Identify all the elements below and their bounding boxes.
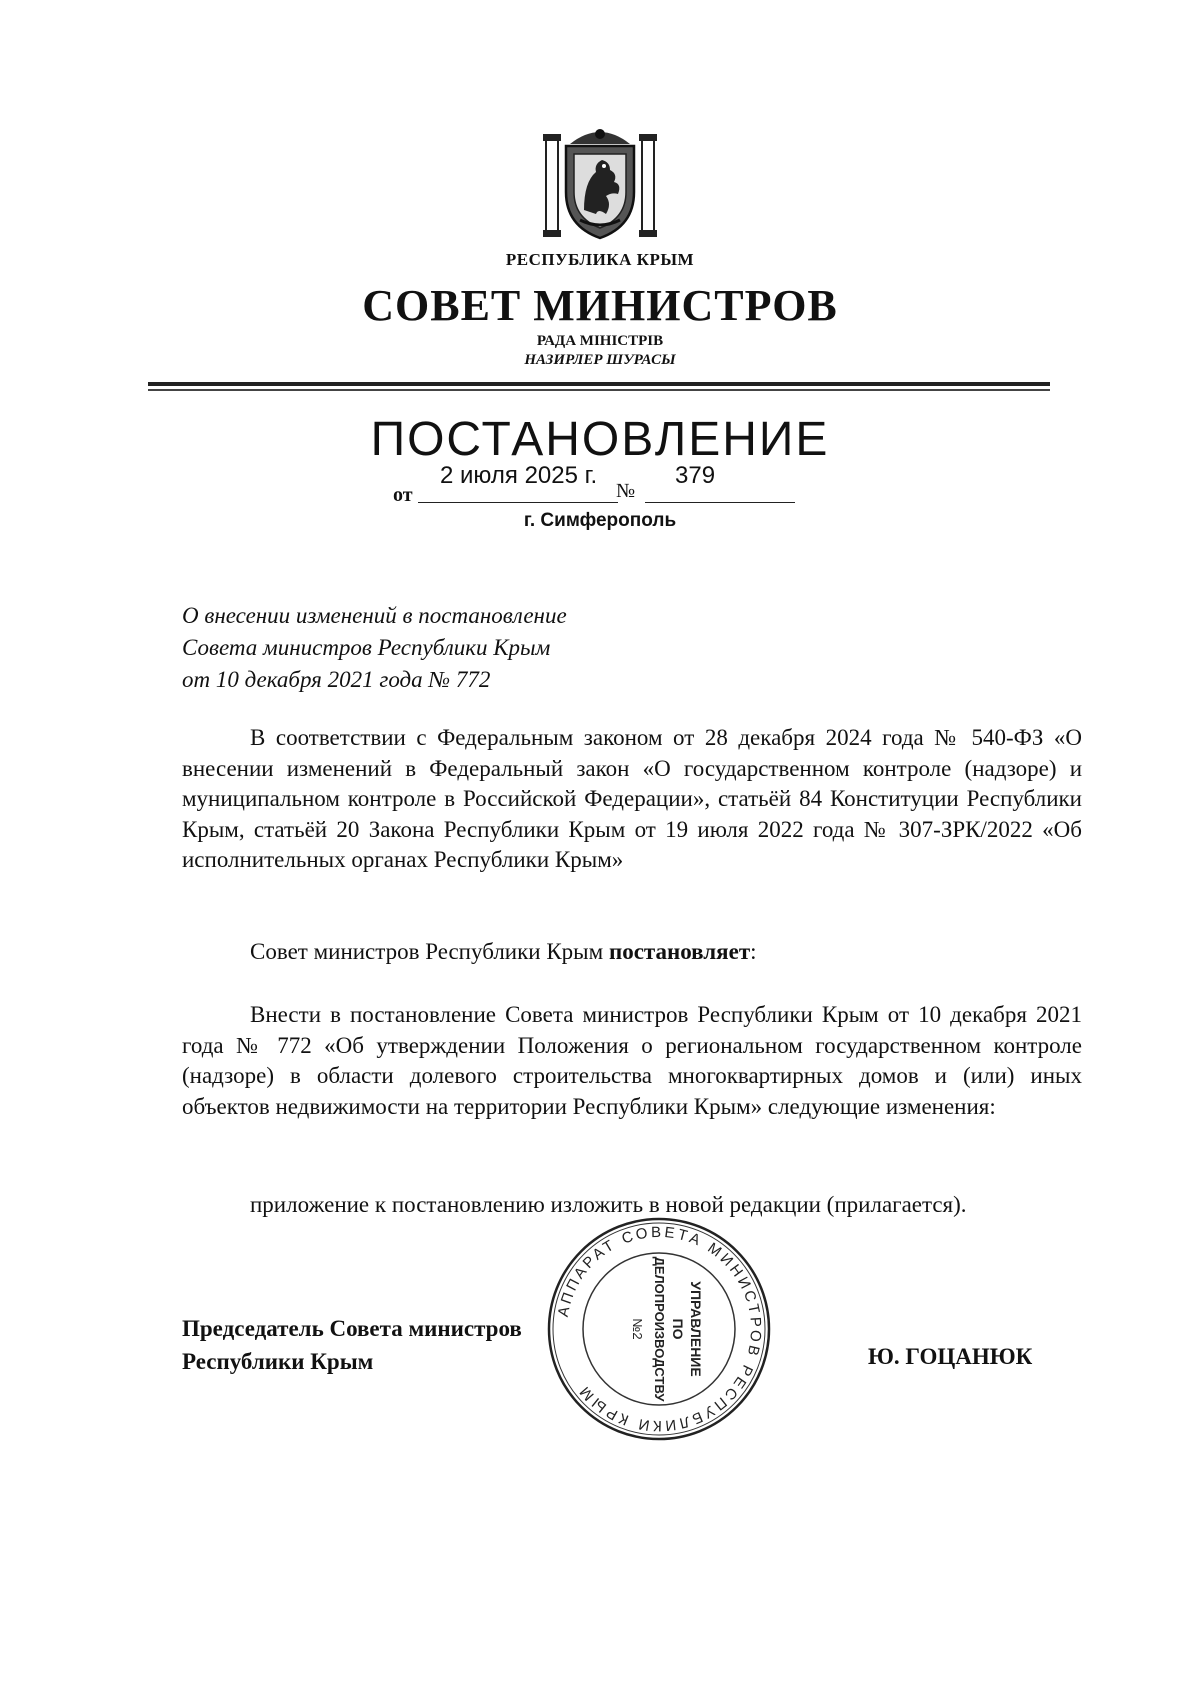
header-divider <box>148 382 1050 386</box>
resolves-text: Совет министров Республики Крым <box>250 939 604 964</box>
document-title: ПОСТАНОВЛЕНИЕ <box>370 413 830 466</box>
subject-line: Совета министров Республики Крым <box>182 635 551 660</box>
stamp-center-line: ДЕЛОПРОИЗВОДСТВУ <box>652 1256 667 1402</box>
document-subject <box>182 600 742 696</box>
body-paragraph-changes: Внести в постановление Совета министров Республики Крым от 10 декабря 2021 года № 772 «Об утверждении Положения о региональном государственном контроле (надзоре) в области долевого строительства многоквартирных домов и (или) иных объектов недвижимости на территории Республики Крым» следующие изменения: <box>182 1002 1082 1119</box>
document-date: 2 июля 2025 г. <box>440 462 598 489</box>
document-city: г. Симферополь <box>523 510 677 531</box>
date-label: от <box>393 484 413 506</box>
council-heading: СОВЕТ МИНИСТРОВ <box>362 281 838 330</box>
stamp-center-line: УПРАВЛЕНИЕ <box>688 1281 704 1377</box>
number-underline <box>645 502 795 503</box>
crimea-coat-of-arms-icon <box>540 122 660 244</box>
signatory-name: Ю. ГОЦАНЮК <box>868 1344 1033 1369</box>
resolves-colon: : <box>750 939 757 964</box>
subject-line: О внесении изменений в постановление <box>182 603 567 628</box>
signatory-position-line: Республики Крым <box>182 1349 374 1374</box>
rada-heading: РАДА МІНІСТРІВ <box>536 333 664 349</box>
resolves-keyword: постановляет <box>608 939 751 964</box>
republic-heading: РЕСПУБЛИКА КРЫМ <box>505 250 695 269</box>
nazirler-heading: НАЗИРЛЕР ШУРАСЫ <box>524 352 676 368</box>
stamp-center-line: ПО <box>670 1318 686 1340</box>
body-paragraph-resolves <box>182 937 1082 968</box>
date-underline <box>418 502 618 503</box>
body-paragraph-appendix: приложение к постановлению изложить в новой редакции (прилагается). <box>250 1192 967 1217</box>
number-label: № <box>616 480 636 502</box>
official-stamp-icon <box>545 1215 773 1443</box>
stamp-center-number: №2 <box>630 1318 645 1340</box>
header-divider-thin <box>148 389 1050 391</box>
signatory-position-line: Председатель Совета министров <box>182 1316 522 1341</box>
body-paragraph-basis: В соответствии с Федеральным законом от 28 декабря 2024 года № 540-ФЗ «О внесении изменений в Федеральный закон «О государственном контроле (надзоре) и муниципальном контроле в Российской Федерации», статьёй 84 Конституции Республики Крым, статьёй 20 Закона Республики Крым от 19 июля 2022 года № 307-ЗРК/2022 «Об исполнительных органах Республики Крым» <box>182 725 1082 872</box>
signatory-position <box>182 1312 602 1378</box>
document-number: 379 <box>675 462 716 489</box>
subject-line: от 10 декабря 2021 года № 772 <box>182 667 491 692</box>
stamp-ring-text: АППАРАТ СОВЕТА МИНИСТРОВ РЕСПУБЛИКИ КРЫМ <box>554 1223 765 1435</box>
